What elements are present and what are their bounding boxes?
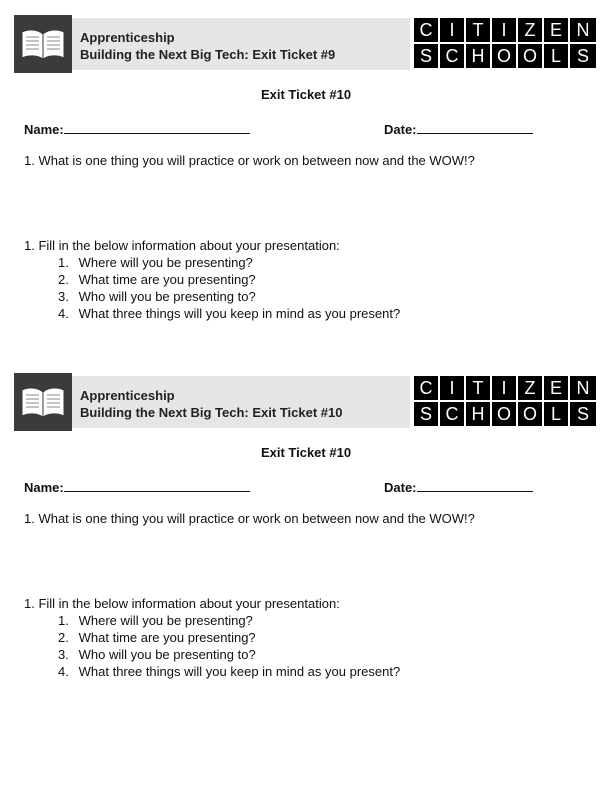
open-book-icon <box>19 384 67 420</box>
list-item-number: 4. <box>58 306 69 321</box>
name-blank-line[interactable] <box>64 121 250 134</box>
list-item-text: Who will you be presenting to? <box>78 289 256 304</box>
logo-letter: O <box>492 402 516 426</box>
date-label: Date: <box>384 480 417 495</box>
logo-row-citizen <box>414 18 596 42</box>
name-label: Name: <box>24 122 64 137</box>
list-item-text: What three things will you keep in mind as you present? <box>78 664 401 679</box>
logo-letter: H <box>466 44 490 68</box>
logo-letter: T <box>466 376 490 400</box>
list-item <box>58 306 400 323</box>
presentation-sub-list <box>58 613 400 681</box>
exit-ticket-1 <box>0 0 612 350</box>
logo-letter: S <box>414 402 438 426</box>
course-title: Building the Next Big Tech: Exit Ticket #10 <box>80 405 343 420</box>
logo-letter: E <box>544 18 568 42</box>
list-item <box>58 255 400 272</box>
book-logo-box <box>14 15 72 73</box>
ticket-header <box>14 15 598 73</box>
list-item-number: 3. <box>58 647 69 662</box>
date-blank-line[interactable] <box>417 479 533 492</box>
presentation-sub-list <box>58 255 400 323</box>
book-logo-box <box>14 373 72 431</box>
list-item-number: 4. <box>58 664 69 679</box>
list-item-text: What time are you presenting? <box>78 272 256 287</box>
logo-letter: Z <box>518 376 542 400</box>
logo-letter: O <box>518 44 542 68</box>
title-bar <box>72 18 410 70</box>
logo-letter: L <box>544 402 568 426</box>
name-blank-line[interactable] <box>64 479 250 492</box>
logo-letter: I <box>492 18 516 42</box>
logo-letter: T <box>466 18 490 42</box>
logo-letter: S <box>570 44 596 68</box>
exit-ticket-heading: Exit Ticket #10 <box>260 445 352 460</box>
logo-letter: L <box>544 44 568 68</box>
citizen-schools-logo <box>414 18 594 68</box>
question-1: 1. What is one thing you will practice or work on between now and the WOW!? <box>24 153 475 168</box>
logo-letter: O <box>518 402 542 426</box>
logo-letter: C <box>414 376 438 400</box>
list-item-number: 1. <box>58 255 69 270</box>
list-item-number: 2. <box>58 272 69 287</box>
logo-letter: C <box>414 18 438 42</box>
list-item-number: 3. <box>58 289 69 304</box>
list-item-text: What time are you presenting? <box>78 630 256 645</box>
logo-row-schools <box>414 402 596 426</box>
list-item-text: Where will you be presenting? <box>78 613 253 628</box>
list-item <box>58 272 400 289</box>
logo-letter: C <box>440 44 464 68</box>
title-bar <box>72 376 410 428</box>
program-title: Apprenticeship <box>80 388 175 403</box>
logo-letter: S <box>414 44 438 68</box>
logo-letter: E <box>544 376 568 400</box>
list-item-text: Where will you be presenting? <box>78 255 253 270</box>
list-item <box>58 613 400 630</box>
question-1: 1. What is one thing you will practice or work on between now and the WOW!? <box>24 511 475 526</box>
logo-letter: I <box>440 18 464 42</box>
name-field[interactable] <box>24 479 250 495</box>
exit-ticket-2 <box>0 358 612 708</box>
list-item <box>58 289 400 306</box>
date-blank-line[interactable] <box>417 121 533 134</box>
date-field[interactable] <box>384 479 533 495</box>
logo-row-schools <box>414 44 596 68</box>
list-item-text: What three things will you keep in mind as you present? <box>78 306 401 321</box>
date-field[interactable] <box>384 121 533 137</box>
question-2: 1. Fill in the below information about your presentation: <box>24 238 340 253</box>
logo-letter: I <box>492 376 516 400</box>
logo-letter: H <box>466 402 490 426</box>
list-item <box>58 630 400 647</box>
list-item <box>58 647 400 664</box>
logo-letter: C <box>440 402 464 426</box>
name-label: Name: <box>24 480 64 495</box>
logo-letter: Z <box>518 18 542 42</box>
list-item <box>58 664 400 681</box>
citizen-schools-logo <box>414 376 594 426</box>
ticket-header <box>14 373 598 431</box>
list-item-number: 2. <box>58 630 69 645</box>
logo-letter: N <box>570 18 596 42</box>
logo-letter: S <box>570 402 596 426</box>
question-2: 1. Fill in the below information about your presentation: <box>24 596 340 611</box>
exit-ticket-heading: Exit Ticket #10 <box>260 87 352 102</box>
date-label: Date: <box>384 122 417 137</box>
course-title: Building the Next Big Tech: Exit Ticket #9 <box>80 47 336 62</box>
logo-letter: O <box>492 44 516 68</box>
logo-row-citizen <box>414 376 596 400</box>
name-field[interactable] <box>24 121 250 137</box>
logo-letter: I <box>440 376 464 400</box>
logo-letter: N <box>570 376 596 400</box>
open-book-icon <box>19 26 67 62</box>
program-title: Apprenticeship <box>80 30 175 45</box>
list-item-number: 1. <box>58 613 69 628</box>
list-item-text: Who will you be presenting to? <box>78 647 256 662</box>
